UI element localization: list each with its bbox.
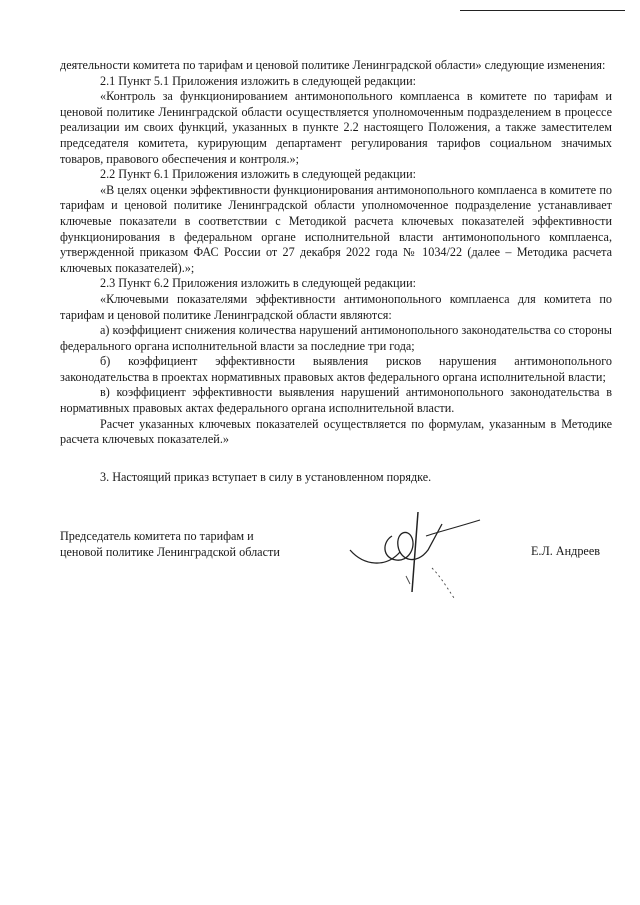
list-item-c: в) коэффициент эффективности выявления нарушений антимонопольного законодательства в нормативных правовых актах федерального органа исполнительной власти. xyxy=(60,385,612,416)
signatory-title-line1: Председатель комитета по тарифам и xyxy=(60,529,254,543)
handwritten-signature xyxy=(342,506,492,606)
signature-block xyxy=(60,528,612,598)
paragraph-2-3-text: «Ключевыми показателями эффективности антимонопольного комплаенса для комитета по тарифам и ценовой политике Ленинградской области являются: xyxy=(60,291,612,322)
spacer xyxy=(60,448,612,470)
paragraph-2-3-heading: 2.3 Пункт 6.2 Приложения изложить в следующей редакции: xyxy=(100,276,416,291)
paragraph-calculation: Расчет указанных ключевых показателей осуществляется по формулам, указанным в Методике расчета ключевых показателей.» xyxy=(60,416,612,447)
signatory-title xyxy=(60,528,280,560)
paragraph-2-1-heading: 2.1 Пункт 5.1 Приложения изложить в следующей редакции: xyxy=(100,73,416,88)
header-rule xyxy=(460,10,625,11)
paragraph-2-1-text: «Контроль за функционированием антимонопольного комплаенса в комитете по тарифам и ценовой политике Ленинградской области осуществляется уполномоченным подразделением в процессе реализации им своих функций, указанных в пункте 2.2 настоящего Положения, а также заместителем председателя комитета, курирующим департамент регулирования тарифов социальном значимых товаров, правового обеспечения и контроля.»; xyxy=(60,89,612,166)
paragraph-2-2-text: «В целях оценки эффективности функционирования антимонопольного комплаенса в комитете по тарифам и ценовой политике Ленинградской области уполномоченное подразделение устанавливает ключевые показатели в соответствии с Методикой расчета ключевых показателей эффективности функционирования в федеральном органе исполнительной власти антимонопольного комплаенса, утвержденной приказом ФАС России от 27 декабря 2022 года № 1034/22 (далее – Методика расчета ключевых показателей).»; xyxy=(60,182,612,275)
paragraph-intro: деятельности комитета по тарифам и ценовой политике Ленинградской области» следующие изменения: xyxy=(60,58,606,72)
list-item-b: б) коэффициент эффективности выявления рисков нарушения антимонопольного законодательства в проектах нормативных правовых актов федерального органа исполнительной власти; xyxy=(60,354,612,384)
paragraph-2-2-heading: 2.2 Пункт 6.1 Приложения изложить в следующей редакции: xyxy=(100,167,416,182)
paragraph-closing: 3. Настоящий приказ вступает в силу в установленном порядке. xyxy=(100,469,432,484)
list-item-a: а) коэффициент снижения количества нарушений антимонопольного законодательства со стороны федерального органа исполнительной власти за последние три года; xyxy=(60,323,612,353)
document-body xyxy=(60,58,612,485)
signatory-name: Е.Л. Андреев xyxy=(530,544,600,558)
signatory-title-line2: ценовой политике Ленинградской области xyxy=(60,545,280,559)
